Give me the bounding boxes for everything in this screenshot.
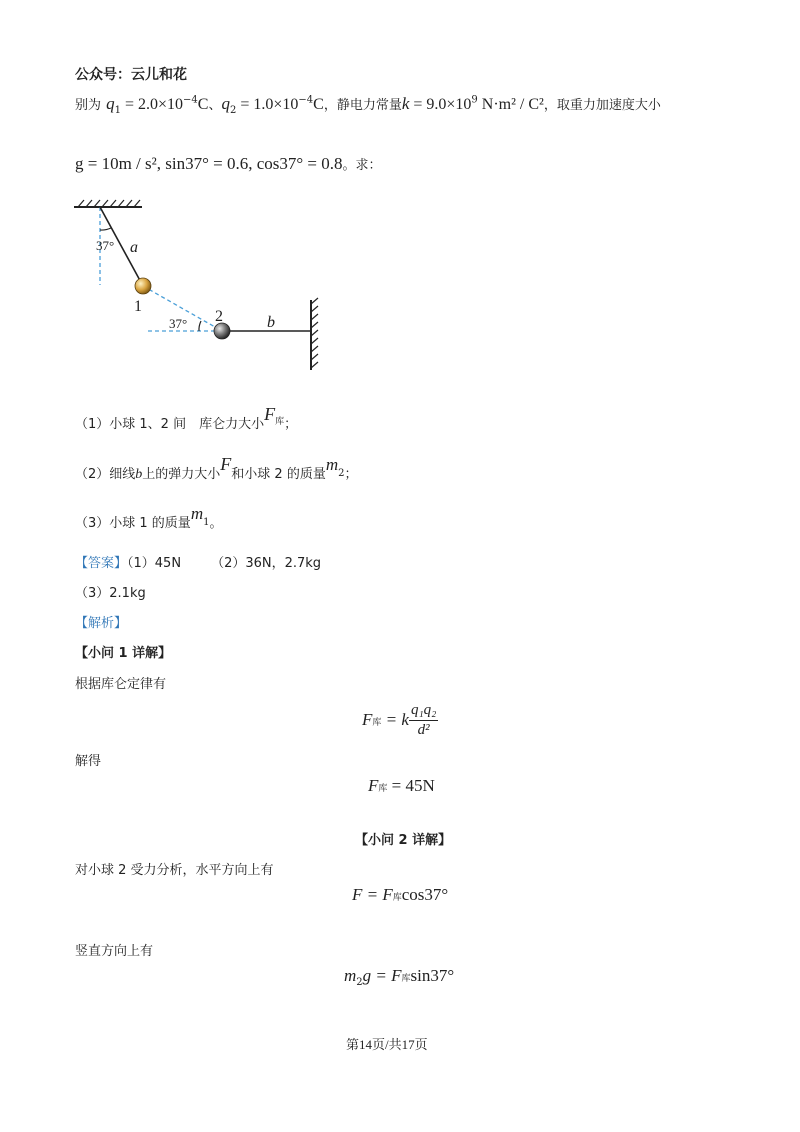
k-exp: 9 [471,94,478,106]
wall-hatch [311,298,318,368]
question-2 [75,454,358,485]
question-2-m-sub: 2 [338,468,345,480]
question-3 [75,504,223,534]
k-value: = 9.0×10 [409,96,472,113]
eq2-lhs-sub: 库 [378,784,388,794]
question-2-b: b [135,467,143,482]
question-2-m: m [325,455,339,474]
equation-horizontal [352,885,448,905]
answer-part-3: （3）2.1kg [75,586,146,601]
q2-exp: −4 [298,94,314,106]
given-prefix: 别为 [75,98,102,113]
ball-1 [135,278,151,294]
label-ball-1: 1 [134,298,142,315]
eq1-denominator: d² [417,722,430,738]
given-sep: 、 [208,98,222,113]
eq3-rhs: cos37° [401,885,449,904]
eq1-mid: = k [381,710,409,729]
answer-part-2: （2）36N，2.7kg [211,556,322,571]
k-text: ，静电力常量 [323,98,402,113]
k-unit: N·m² / C² [477,96,544,113]
q1-value: = 2.0×10 [120,96,184,113]
eq1-lhs: F [362,710,373,729]
eq2-rhs: = 45N [387,776,435,795]
equation-vertical [344,966,454,988]
question-3-text: （3）小球 1 的质量 [75,516,191,531]
label-b: b [267,314,275,331]
equation-coulomb [362,702,438,739]
q1-unit: C [197,96,209,113]
sub1-title: 【小问 1 详解】 [75,646,172,661]
given-line-2 [75,154,382,174]
eq4-lhs-sub: 2 [356,977,363,989]
question-3-suffix: 。 [209,516,223,531]
eq1-fraction [409,702,438,739]
question-2-mid: 上的弹力大小 [142,467,221,482]
answer-part-1: （1）45N [127,556,182,571]
eq3-sub: 库 [392,893,402,903]
sub1-text1: 根据库仑定律有 [75,677,167,692]
label-a: a [130,239,138,256]
g-formula: g = 10m / s², sin37° = 0.6, cos37° = 0.8 [75,154,343,173]
q2-value: = 1.0×10 [236,96,299,113]
label-ball-2: 2 [215,308,223,325]
eq4-rhs: sin37° [410,966,455,985]
q1-label: q [106,94,115,113]
g-suffix: 。求： [342,158,382,173]
question-1-text: （1）小球 1、2 间 库仑力大小 [75,417,265,432]
answer-line [75,552,321,571]
question-1-symbol-sub: 库 [275,417,285,427]
answer-tag: 【答案】 [75,556,128,571]
question-3-m-sub: 1 [203,517,210,529]
angle-top-label: 37° [96,238,115,253]
equation-result [368,776,435,796]
q2-label: q [221,94,230,113]
q2-unit: C [313,96,324,113]
g-text: ，取重力加速度大小 [543,98,661,113]
eq4-sub: 库 [401,974,411,984]
question-1-symbol: F [264,404,276,424]
analysis-tag: 【解析】 [75,616,128,631]
pendulum-figure [60,190,340,380]
eq1-lhs-sub: 库 [372,718,382,728]
eq4-mid: g = F [362,966,402,985]
q1-exp: −4 [183,94,198,106]
eq3-lhs: F = F [352,885,393,904]
eq1-numerator: q₁q₂ [409,702,438,721]
question-1 [75,404,298,433]
given-line-1 [75,94,661,116]
sub2-title: 【小问 2 详解】 [355,833,452,848]
sub1-text2: 解得 [75,754,102,769]
question-2-F: F [220,454,232,474]
q2-sub: 2 [229,105,237,117]
eq4-lhs: m [344,966,357,985]
eq2-lhs: F [368,776,379,795]
angle-arc-bottom [199,321,201,331]
question-1-suffix: ； [284,417,298,432]
page-footer: 第14页/共17页 [346,1037,428,1052]
question-2-mid2: 和小球 2 的质量 [231,467,326,482]
k-label: k [401,94,410,113]
question-2-suffix: ； [344,467,358,482]
ceiling-hatch [78,200,140,207]
account-header: 公众号：云儿和花 [75,67,187,83]
q1-sub: 1 [114,105,121,117]
angle-arc-top [100,228,111,230]
angle-bottom-label: 37° [169,316,188,331]
question-3-m: m [190,504,204,523]
sub2-text1: 对小球 2 受力分析，水平方向上有 [75,863,274,878]
question-2-prefix: （2）细线 [75,467,136,482]
ball-2 [214,323,230,339]
sub2-text2: 竖直方向上有 [75,944,154,959]
